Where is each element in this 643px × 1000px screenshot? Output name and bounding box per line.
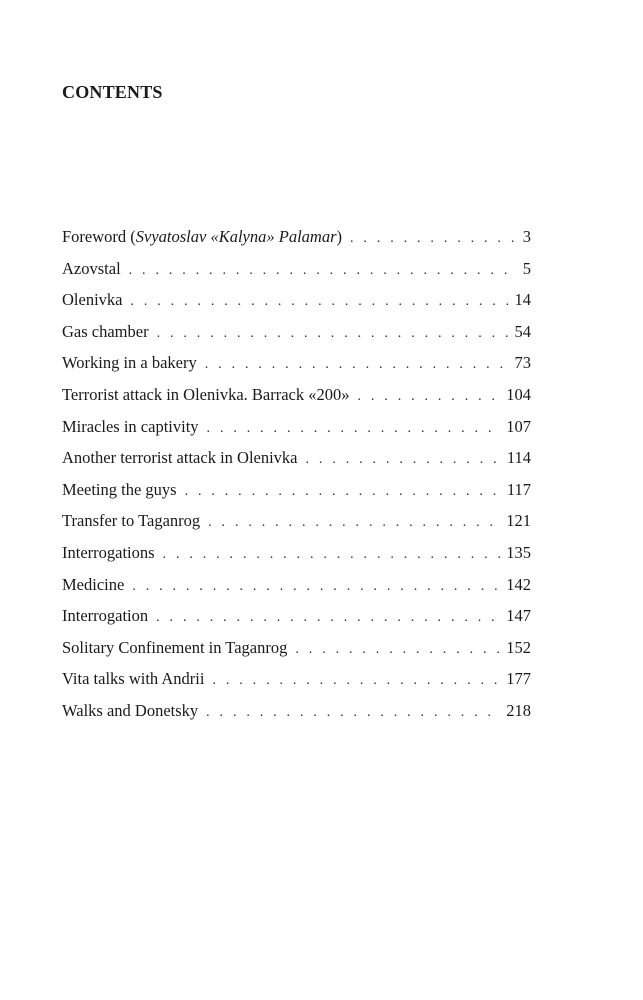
toc-entry-page: 54: [514, 321, 531, 341]
toc-entry-title: Terrorist attack in Olenivka. Barrack «200»: [62, 384, 350, 404]
toc-entry-azovstal[interactable]: [62, 257, 531, 289]
toc-dot-leader: [129, 259, 515, 283]
contents-heading: CONTENTS: [62, 82, 163, 102]
toc-entry-title-prefix: Foreword (: [62, 227, 136, 246]
toc-entry-gas-chamber[interactable]: [62, 320, 531, 352]
toc-entry-solitary-confinement[interactable]: [62, 636, 531, 668]
toc-dot-leader: [207, 417, 501, 441]
toc-entry-page: 135: [506, 542, 531, 562]
toc-dot-leader: [130, 290, 508, 314]
toc-entry-medicine[interactable]: [62, 573, 531, 605]
toc-dot-leader: [185, 480, 501, 504]
toc-entry-working-in-a-bakery[interactable]: [62, 351, 531, 383]
toc-entry-olenivka[interactable]: [62, 288, 531, 320]
toc-entry-transfer-to-taganrog[interactable]: [62, 509, 531, 541]
toc-dot-leader: [163, 543, 501, 567]
toc-entry-page: 104: [506, 384, 531, 404]
toc-entry-foreword[interactable]: [62, 225, 531, 257]
toc-dot-leader: [306, 448, 501, 472]
toc-dot-leader: [212, 669, 500, 693]
toc-entry-title: Interrogation: [62, 606, 149, 626]
toc-entry-page: 107: [506, 416, 531, 436]
toc-entry-page: 142: [506, 574, 531, 594]
toc-entry-page: 177: [506, 669, 531, 689]
toc-entry-another-terrorist-attack[interactable]: [62, 446, 531, 478]
toc-dot-leader: [205, 353, 509, 377]
toc-entry-vita-talks-with-andrii[interactable]: [62, 667, 531, 699]
toc-entry-page: 5: [522, 258, 531, 278]
toc-entry-miracles-in-captivity[interactable]: [62, 415, 531, 447]
toc-entry-page: 73: [514, 353, 531, 373]
toc-dot-leader: [208, 511, 500, 535]
toc-dot-leader: [157, 322, 509, 346]
toc-entry-walks-and-donetsky[interactable]: [62, 699, 531, 731]
toc-entry-title: Miracles in captivity: [62, 416, 199, 436]
toc-entry-page: 121: [506, 511, 531, 531]
toc-entry-title: Transfer to Taganrog: [62, 511, 201, 531]
toc-dot-leader: [156, 606, 500, 630]
toc-dot-leader: [358, 385, 501, 409]
toc-entry-title: Azovstal: [62, 258, 121, 278]
toc-entry-interrogation[interactable]: [62, 604, 531, 636]
toc-entry-title: Vita talks with Andrii: [62, 669, 205, 689]
toc-entry-page: 147: [506, 606, 531, 626]
toc-entry-title: [62, 225, 342, 249]
toc-entry-title: Interrogations: [62, 542, 155, 562]
toc-entry-title-author: Svyatoslav «Kalyna» Palamar: [135, 227, 337, 246]
toc-entry-interrogations[interactable]: [62, 541, 531, 573]
toc-entry-page: 3: [522, 227, 531, 246]
toc-dot-leader: [350, 227, 515, 251]
toc-entry-title: Medicine: [62, 574, 125, 594]
toc-entry-page: 152: [506, 637, 531, 657]
toc-dot-leader: [132, 575, 500, 599]
toc-entry-terrorist-attack-barrack-200[interactable]: [62, 383, 531, 415]
toc-entry-title: Another terrorist attack in Olenivka: [62, 448, 298, 468]
toc-dot-leader: [295, 638, 500, 662]
toc-entry-title: Walks and Donetsky: [62, 700, 199, 720]
toc-entry-title: Olenivka: [62, 290, 123, 310]
toc-entry-title: Meeting the guys: [62, 479, 177, 499]
table-of-contents: [62, 225, 531, 731]
toc-entry-title: Working in a bakery: [62, 353, 197, 373]
toc-entry-title: Gas chamber: [62, 321, 149, 341]
toc-entry-meeting-the-guys[interactable]: [62, 478, 531, 510]
toc-entry-page: 14: [514, 290, 531, 310]
toc-entry-page: 117: [506, 479, 531, 499]
toc-dot-leader: [206, 701, 500, 725]
toc-entry-title: Solitary Confinement in Taganrog: [62, 637, 288, 657]
toc-entry-page: 218: [506, 700, 531, 720]
toc-entry-page: 114: [506, 448, 531, 468]
toc-entry-title-suffix: ): [336, 227, 343, 246]
